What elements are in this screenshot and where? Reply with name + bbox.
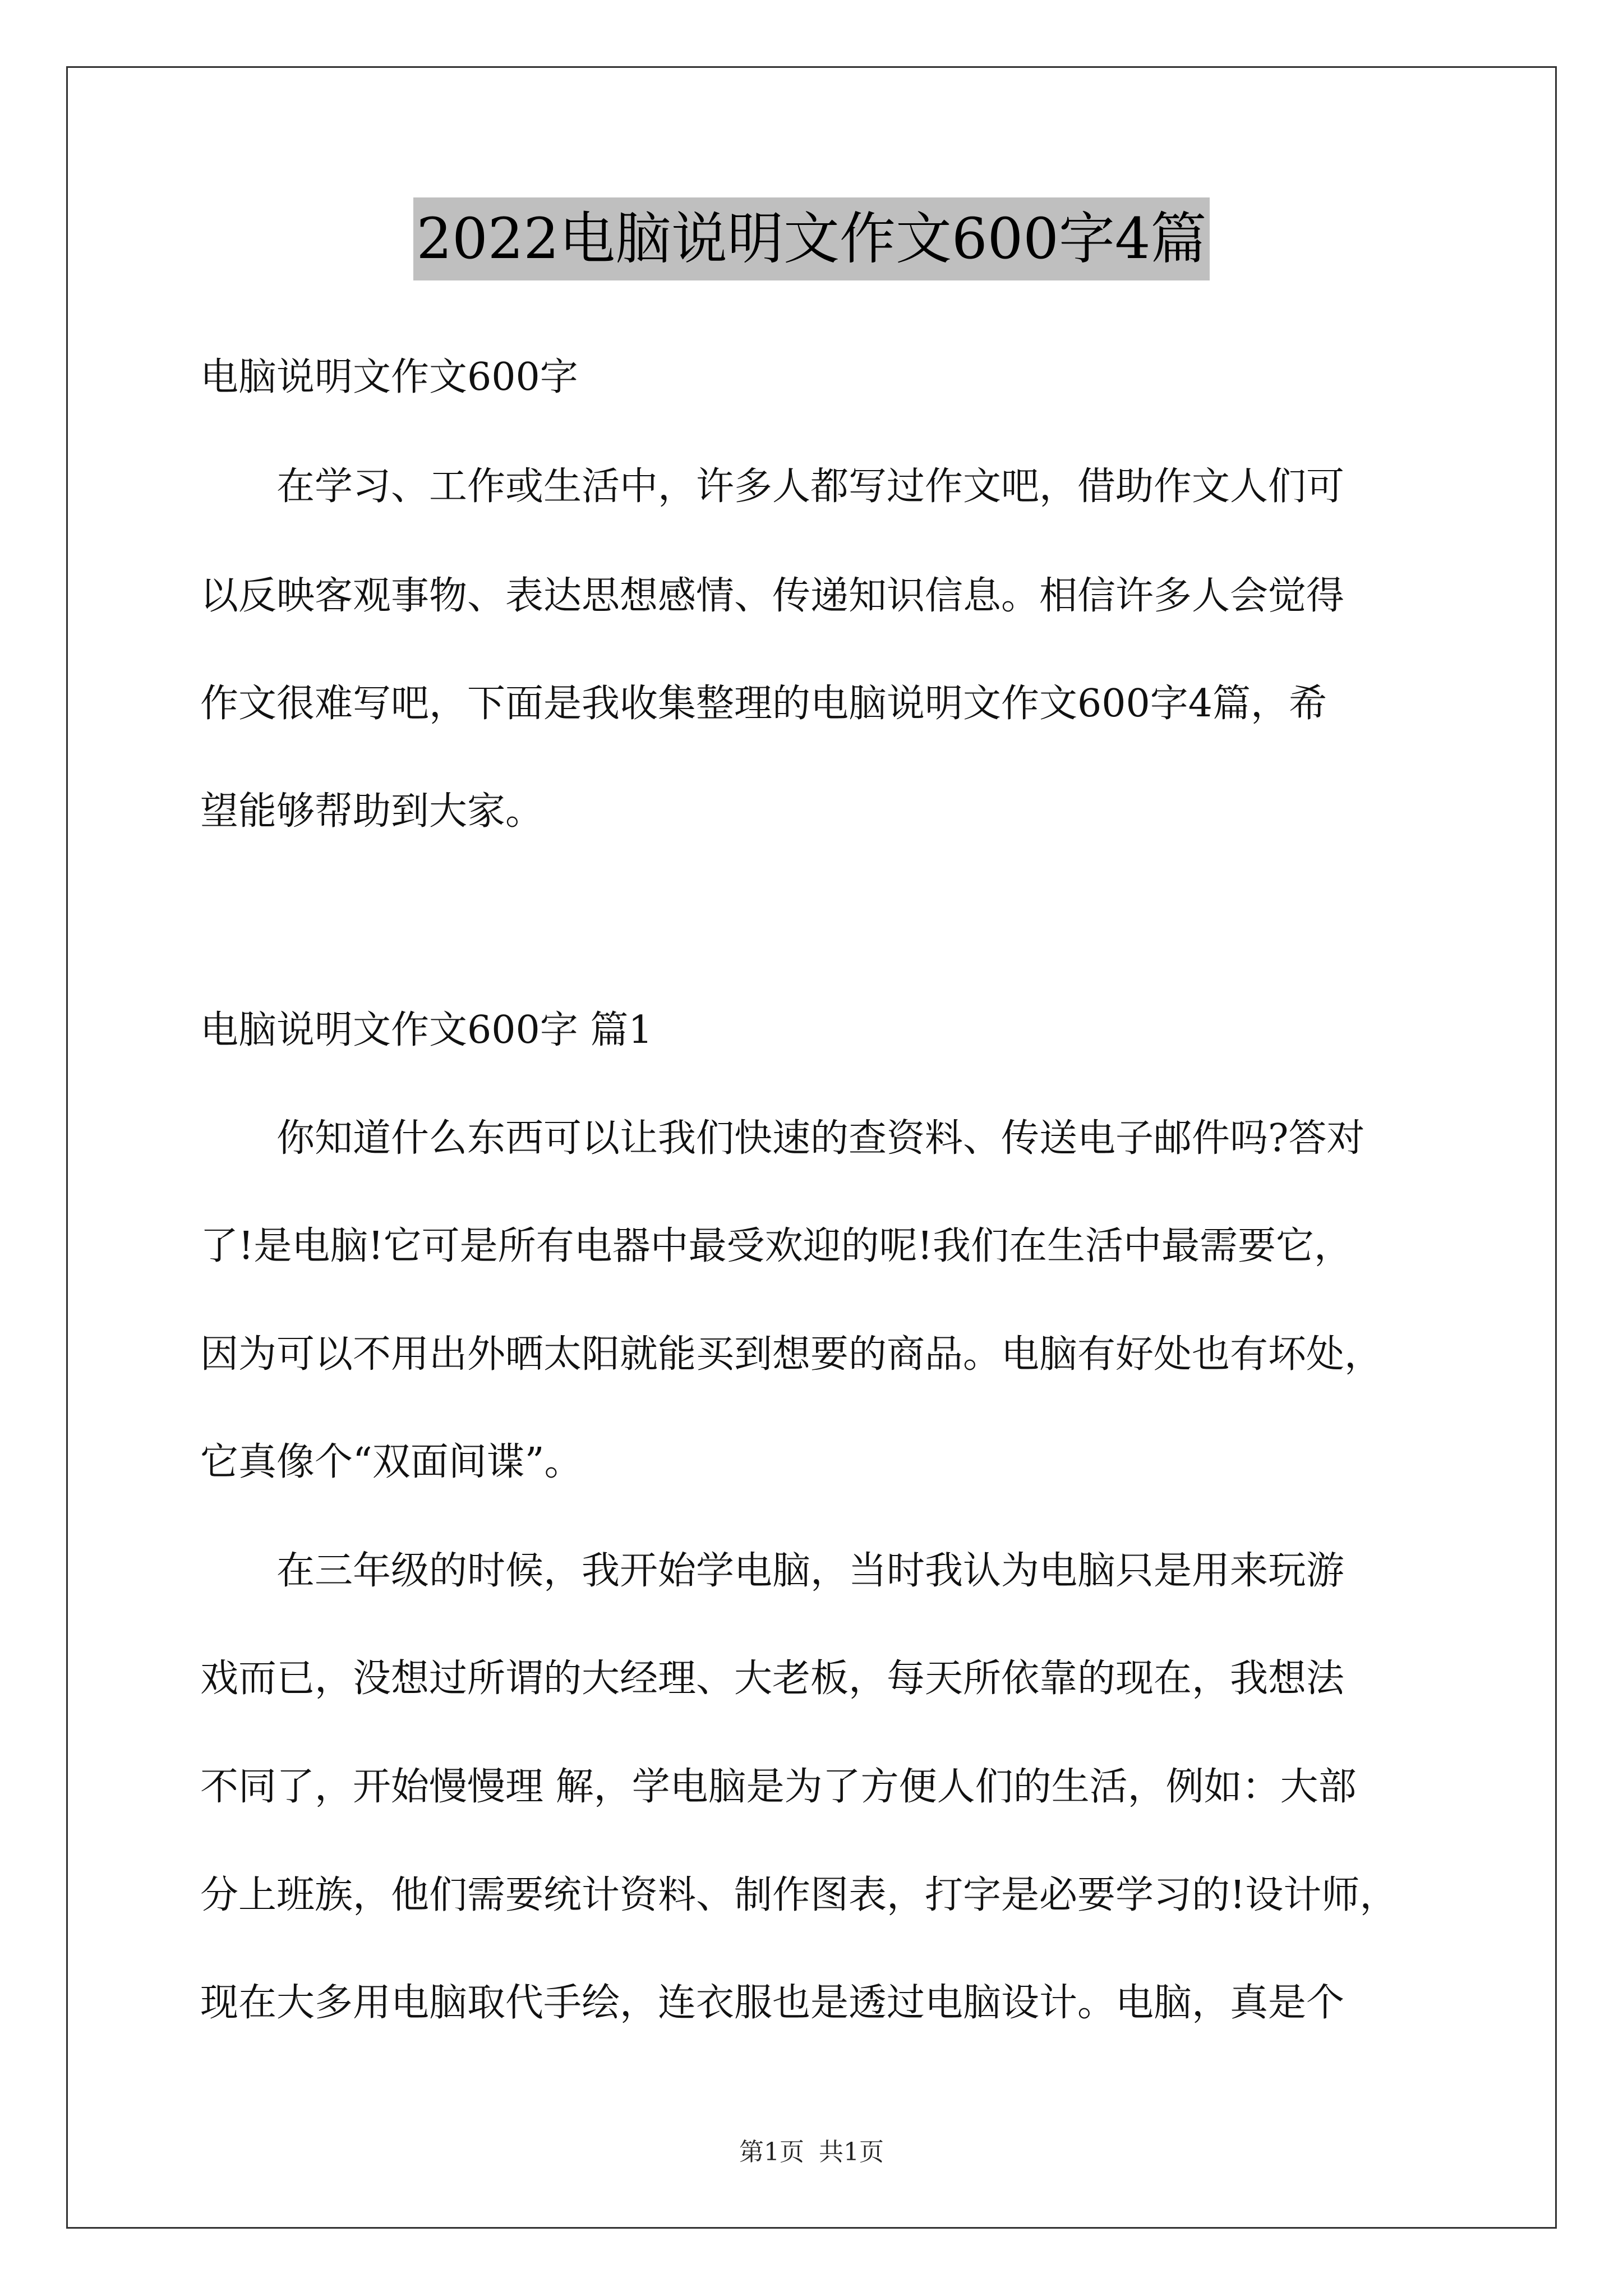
paragraph-line: 在三年级的时候，我开始学电脑，当时我认为电脑只是用来玩游 (200, 1549, 1345, 1593)
section-heading-intro: 电脑说明文作文600字 (200, 355, 578, 399)
page-footer (0, 2132, 1623, 2168)
paragraph-line: 以反映客观事物、表达思想感情、传递知识信息。相信许多人会觉得 (200, 574, 1345, 618)
paragraph-line: 它真像个“双面间谍”。 (200, 1440, 583, 1484)
title-container (0, 197, 1623, 280)
page-total: 共1页 (819, 2138, 884, 2166)
paragraph-line: 望能够帮助到大家。 (200, 789, 544, 834)
paragraph-line: 作文很难写吧，下面是我收集整理的电脑说明文作文600字4篇，希 (200, 682, 1327, 726)
paragraph-line: 因为可以不用出外晒太阳就能买到想要的商品。电脑有好处也有坏处， (200, 1332, 1383, 1377)
paragraph-line: 分上班族，他们需要统计资料、制作图表，打字是必要学习的!设计师， (200, 1873, 1398, 1917)
document-title: 2022电脑说明文作文600字4篇 (413, 197, 1210, 280)
paragraph-line: 不同了，开始慢慢理 解，学电脑是为了方便人们的生活，例如：大部 (200, 1765, 1357, 1809)
paragraph-line: 现在大多用电脑取代手绘，连衣服也是透过电脑设计。电脑，真是个 (200, 1981, 1345, 2025)
paragraph-line: 戏而已，没想过所谓的大经理、大老板，每天所依靠的现在，我想法 (200, 1657, 1345, 1701)
paragraph-line: 了!是电脑!它可是所有电器中最受欢迎的呢!我们在生活中最需要它， (200, 1224, 1352, 1268)
paragraph-line: 在学习、工作或生活中，许多人都写过作文吧，借助作文人们可 (200, 464, 1345, 509)
page-number: 第1页 (739, 2138, 804, 2166)
paragraph-line: 你知道什么东西可以让我们快速的查资料、传送电子邮件吗?答对 (200, 1116, 1365, 1161)
section-heading-part1: 电脑说明文作文600字 篇1 (200, 1008, 653, 1052)
